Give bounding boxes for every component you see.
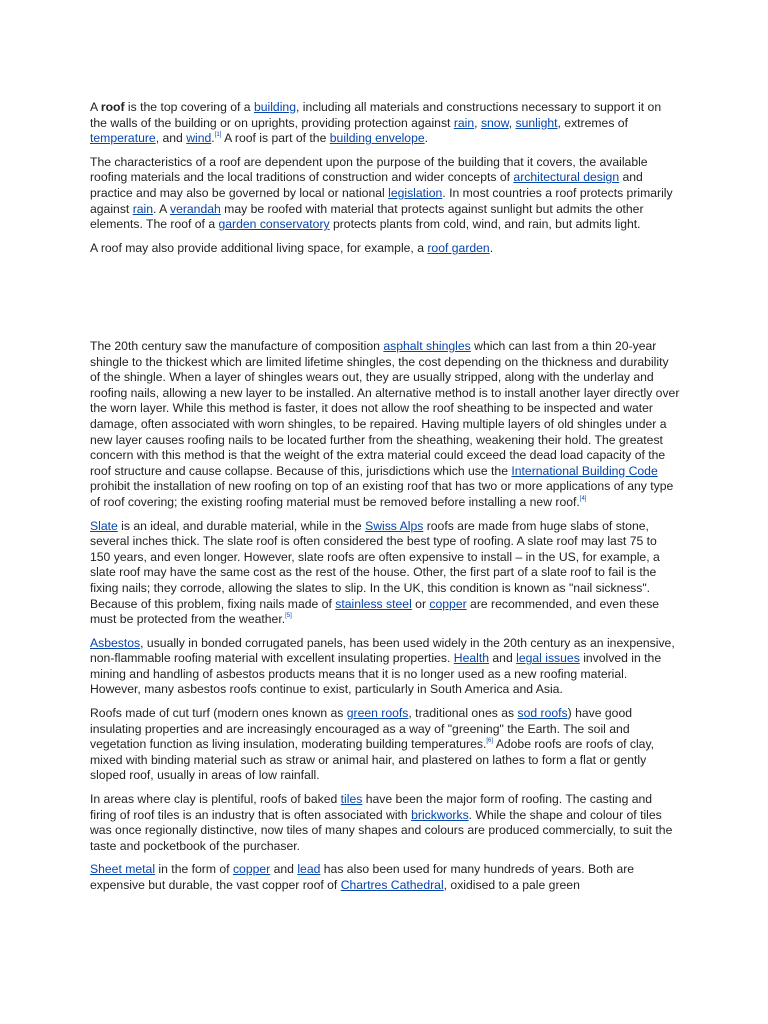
link-temperature[interactable]: temperature <box>90 131 156 146</box>
link-chartres-cathedral[interactable]: Chartres Cathedral <box>340 878 444 892</box>
link-building[interactable]: building <box>253 100 296 114</box>
text: In areas where clay is plentiful, roofs of baked <box>90 792 341 807</box>
text: , including all materials and constructions necessary to support it on the walls of the building or on uprights, providing protection against <box>90 100 662 130</box>
paragraph-asphalt-shingles <box>90 339 680 511</box>
text: protects plants from cold, wind, and rain, but admits light. <box>329 217 641 232</box>
text: or <box>411 596 430 611</box>
link-legal-issues[interactable]: legal issues <box>516 651 580 666</box>
text: , and <box>155 131 187 146</box>
link-building-envelope[interactable]: building envelope <box>329 131 425 146</box>
text: prohibit the installation of new roofing on top of an existing roof that has two or more applications of any type of roof covering; the existing roofing material must be removed before installing a new roof. <box>90 479 674 509</box>
citation-link[interactable]: [5] <box>285 613 292 620</box>
text: A roof may also provide additional living space, for example, a <box>90 240 428 255</box>
link-sunlight[interactable]: sunlight <box>515 115 558 130</box>
link-wind[interactable]: wind <box>186 131 212 146</box>
link-snow[interactable]: snow <box>480 115 509 130</box>
link-legislation[interactable]: legislation <box>388 185 443 200</box>
citation-link[interactable]: [4] <box>579 495 587 502</box>
paragraph-slate <box>90 519 680 628</box>
link-stainless-steel[interactable]: stainless steel <box>335 596 412 611</box>
text: may be roofed with material that protects against sunlight but admits the other elements. The roof of a <box>90 201 644 232</box>
text: , usually in bonded corrugated panels, has been used widely in the 20th century as an inexpensive, non-flammable roofing material with excellent insulating properties. <box>90 635 675 666</box>
paragraph-tiles <box>90 792 680 854</box>
link-asphalt-shingles[interactable]: asphalt shingles <box>383 339 471 353</box>
intro-paragraph-3 <box>90 241 680 257</box>
text: in the form of <box>155 862 233 877</box>
text: has also been used for many hundreds of years. Both are expensive but durable, the vast copper roof of <box>90 862 635 892</box>
citation-ref[interactable] <box>285 613 292 619</box>
link-health[interactable]: Health <box>453 651 490 666</box>
link-rain[interactable]: rain <box>453 115 475 130</box>
link-architectural-design[interactable]: architectural design <box>513 170 620 185</box>
text: . <box>489 240 494 255</box>
text: Adobe roofs are roofs of clay, mixed with binding material such as straw or animal hair, and plastered on lathes to form a flat or gently sloped roof, usually in areas of low rainfall. <box>90 737 655 783</box>
link-rain[interactable]: rain <box>132 201 154 216</box>
text: . In most countries a roof protects primarily against <box>90 185 673 216</box>
link-sheet-metal[interactable]: Sheet metal <box>90 862 156 877</box>
paragraph-sheet-metal <box>90 862 680 893</box>
text: The characteristics of a roof are dependent upon the purpose of the building that it covers, the available roofing materials and the local traditions of construction and wider concepts of <box>90 154 648 185</box>
text: A <box>90 100 101 114</box>
citation-link[interactable]: [1] <box>214 132 222 139</box>
intro-paragraph-2 <box>90 155 680 233</box>
link-asbestos[interactable]: Asbestos <box>90 635 141 650</box>
text: , extremes of <box>557 115 628 130</box>
text: involved in the mining and handling of asbestos products means that it is no longer used as a new roofing material. However, many asbestos roofs continue to exist, particularly in South America and Asia. <box>90 651 662 697</box>
text: and practice and may also be governed by local or national <box>90 170 643 200</box>
text: is the top covering of a <box>124 100 254 114</box>
text: are recommended, and even these must be protected from the weather. <box>90 596 660 627</box>
text: , <box>508 115 516 130</box>
text: roofs are made from huge slabs of stone, several inches thick. The slate roof is often considered the best type of roofing. A slate roof may last 75 to 150 years, and even longer. However, slate roofs are often expensive to install – in the US, for example, a slate roof may have the same cost as the rest of the house. Other, the first part of a slate roof to fail is the fixing nails; they corrode, allowing the slates to slip. In the UK, this condition is known as "nail sickness". Because of this problem, fixing nails made of <box>90 518 660 611</box>
link-verandah[interactable]: verandah <box>169 201 221 216</box>
text: ) have good insulating properties and are increasingly encouraged as a way of "greening" the Earth. The soil and vegetation function as living insulation, moderating building temperatures. <box>90 706 632 752</box>
link-garden-conservatory[interactable]: garden conservatory <box>218 217 330 232</box>
materials-section <box>90 339 680 902</box>
text: Roofs made of cut turf (modern ones known as <box>90 706 347 721</box>
link-slate[interactable]: Slate <box>90 518 118 533</box>
text: A roof is part of the <box>221 131 330 146</box>
link-roof-garden[interactable]: roof garden <box>427 240 490 255</box>
paragraph-turf-adobe <box>90 706 680 784</box>
text: have been the major form of roofing. The casting and firing of roof tiles is an industry that is often associated with <box>90 792 653 822</box>
link-international-building-code[interactable]: International Building Code <box>511 463 658 478</box>
text: . While the shape and colour of tiles was once regionally distinctive, now tiles of many shapes and colours are produced commercially, to suit the taste and pocketbook of the purchaser. <box>90 807 673 853</box>
paragraph-asbestos <box>90 636 680 698</box>
intro-paragraph-1 <box>90 100 680 147</box>
link-lead[interactable]: lead <box>297 862 321 877</box>
citation-ref[interactable] <box>486 738 493 744</box>
text: and <box>270 862 298 877</box>
text: , traditional ones as <box>408 706 518 721</box>
text: The 20th century saw the manufacture of composition <box>90 339 384 353</box>
intro-section <box>90 100 680 264</box>
link-green-roofs[interactable]: green roofs <box>346 706 409 721</box>
text: . A <box>153 201 170 216</box>
citation-ref[interactable] <box>580 496 587 502</box>
text: and <box>489 651 517 666</box>
link-swiss-alps[interactable]: Swiss Alps <box>365 518 424 533</box>
link-brickworks[interactable]: brickworks <box>411 807 469 822</box>
text: . <box>424 131 429 146</box>
text: . <box>211 131 215 146</box>
link-tiles[interactable]: tiles <box>340 792 363 807</box>
term-roof: roof <box>100 100 125 114</box>
text: , oxidised to a pale green <box>443 878 580 892</box>
link-sod-roofs[interactable]: sod roofs <box>517 706 568 721</box>
text: which can last from a thin 20-year shingle to the thickest which are limited lifetime shingles, the cost depending on the thickness and durability of the shingle. When a layer of shingles wears out, they are usually stripped, along with the underlay and roofing nails, allowing a new layer to be installed. An alternative method is to install another layer directly over the worn layer. While this method is faster, it does not allow the roof sheathing to be inspected and water damage, often associated with worn shingles, to be repaired. Having multiple layers of old shingles under a new layer causes roofing nails to be located further from the sheathing, weakening their hold. The greatest concern with this method is that the weight of the extra material could exceed the dead load capacity of the roof structure and cause collapse. Because of this, jurisdictions which use the <box>90 339 680 478</box>
citation-link[interactable]: [6] <box>486 738 494 745</box>
link-copper[interactable]: copper <box>429 596 467 611</box>
link-copper[interactable]: copper <box>232 862 271 877</box>
text: , <box>474 115 481 130</box>
text: is an ideal, and durable material, while in the <box>117 518 366 533</box>
